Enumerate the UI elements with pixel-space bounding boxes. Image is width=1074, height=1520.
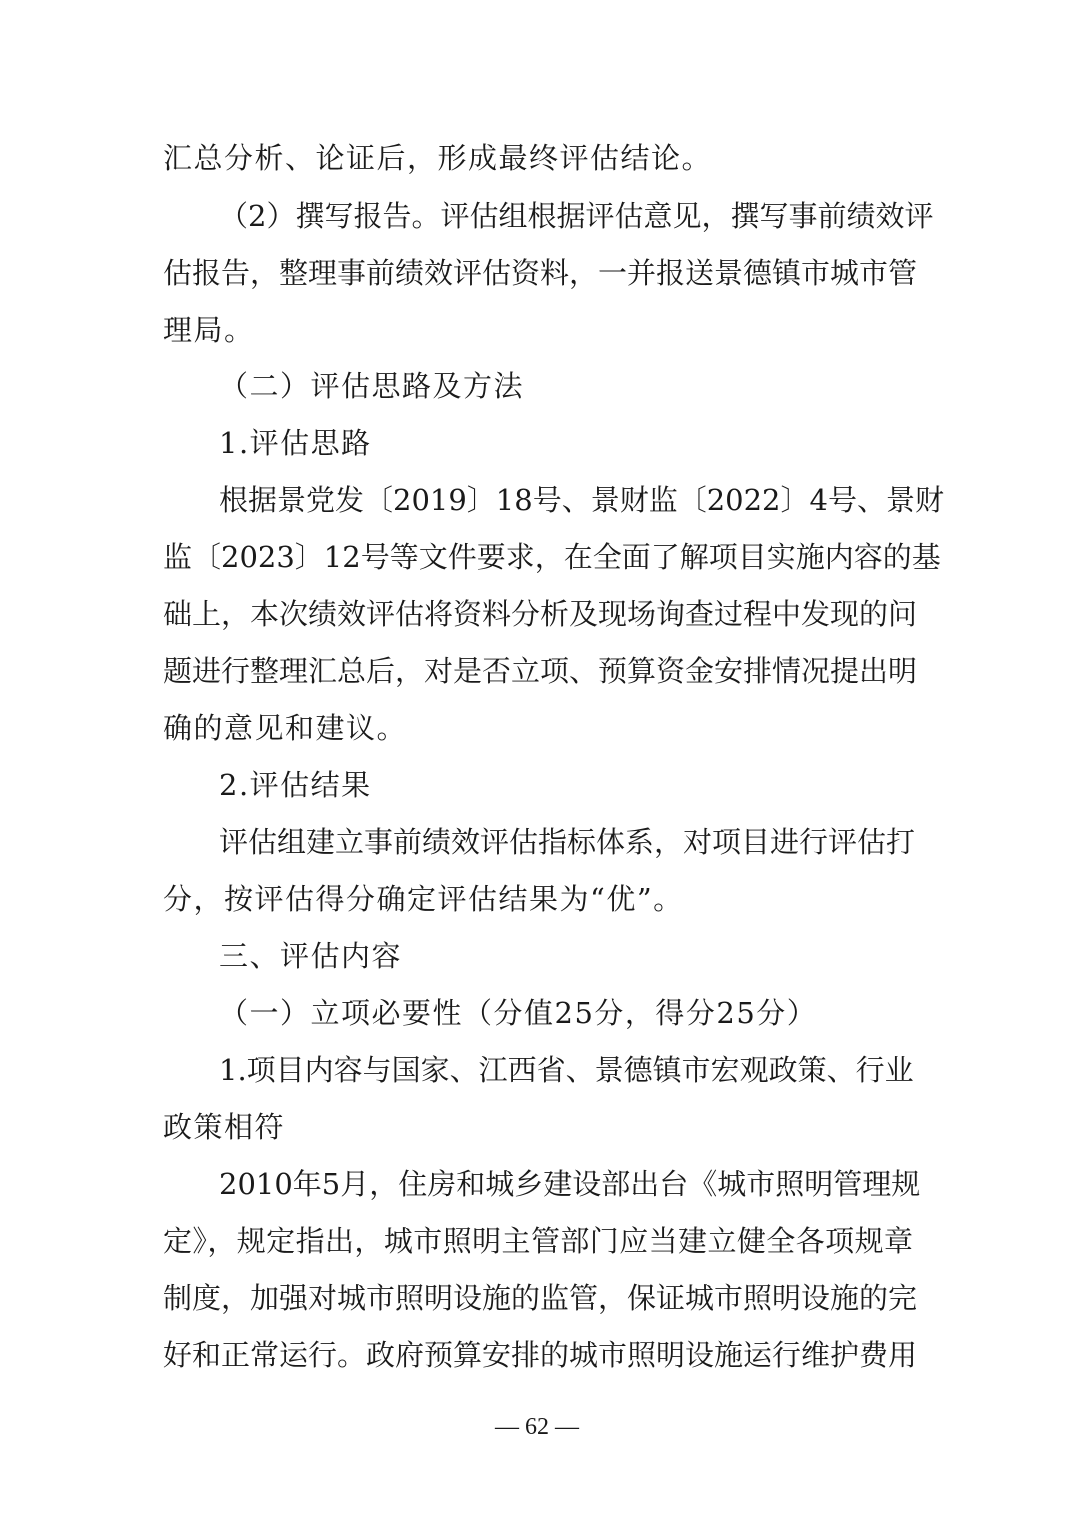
text-line: 评估组建立事前绩效评估指标体系，对项目进行评估打 [219, 825, 916, 859]
text-line: 制度，加强对城市照明设施的监管，保证城市照明设施的完 [163, 1281, 918, 1315]
subsection-heading: 政策相符 [163, 1110, 286, 1144]
section-heading: （二）评估思路及方法 [219, 369, 525, 403]
text-line: 定》，规定指出，城市照明主管部门应当建立健全各项规章 [163, 1224, 913, 1258]
text-line: 确的意见和建议。 [163, 711, 408, 745]
text-line: 理局。 [163, 313, 255, 347]
text-line: 分，按评估得分确定评估结果为“优”。 [163, 882, 684, 916]
text-line: 根据景党发〔2019〕18号、景财监〔2022〕4号、景财 [219, 483, 944, 517]
text-line: （2）撰写报告。评估组根据评估意见，撰写事前绩效评 [219, 199, 934, 233]
page-number: — 62 — [495, 1414, 579, 1440]
section-heading: （一）立项必要性（分值25分，得分25分） [219, 996, 818, 1030]
text-line: 好和正常运行。政府预算安排的城市照明设施运行维护费用 [163, 1338, 918, 1372]
text-line: 题进行整理汇总后，对是否立项、预算资金安排情况提出明 [163, 654, 918, 688]
subsection-heading: 1.项目内容与国家、江西省、景德镇市宏观政策、行业 [219, 1053, 914, 1087]
text-line: 础上，本次绩效评估将资料分析及现场询查过程中发现的问 [163, 597, 918, 631]
chapter-heading: 三、评估内容 [219, 939, 403, 973]
subsection-heading: 1.评估思路 [219, 426, 372, 460]
subsection-heading: 2.评估结果 [219, 768, 372, 802]
text-line: 监〔2023〕12号等文件要求，在全面了解项目实施内容的基 [163, 540, 941, 574]
text-line: 估报告，整理事前绩效评估资料，一并报送景德镇市城市管 [163, 256, 918, 290]
text-line: 汇总分析、论证后，形成最终评估结论。 [163, 141, 713, 175]
text-line: 2010年5月，住房和城乡建设部出台《城市照明管理规 [219, 1167, 921, 1201]
